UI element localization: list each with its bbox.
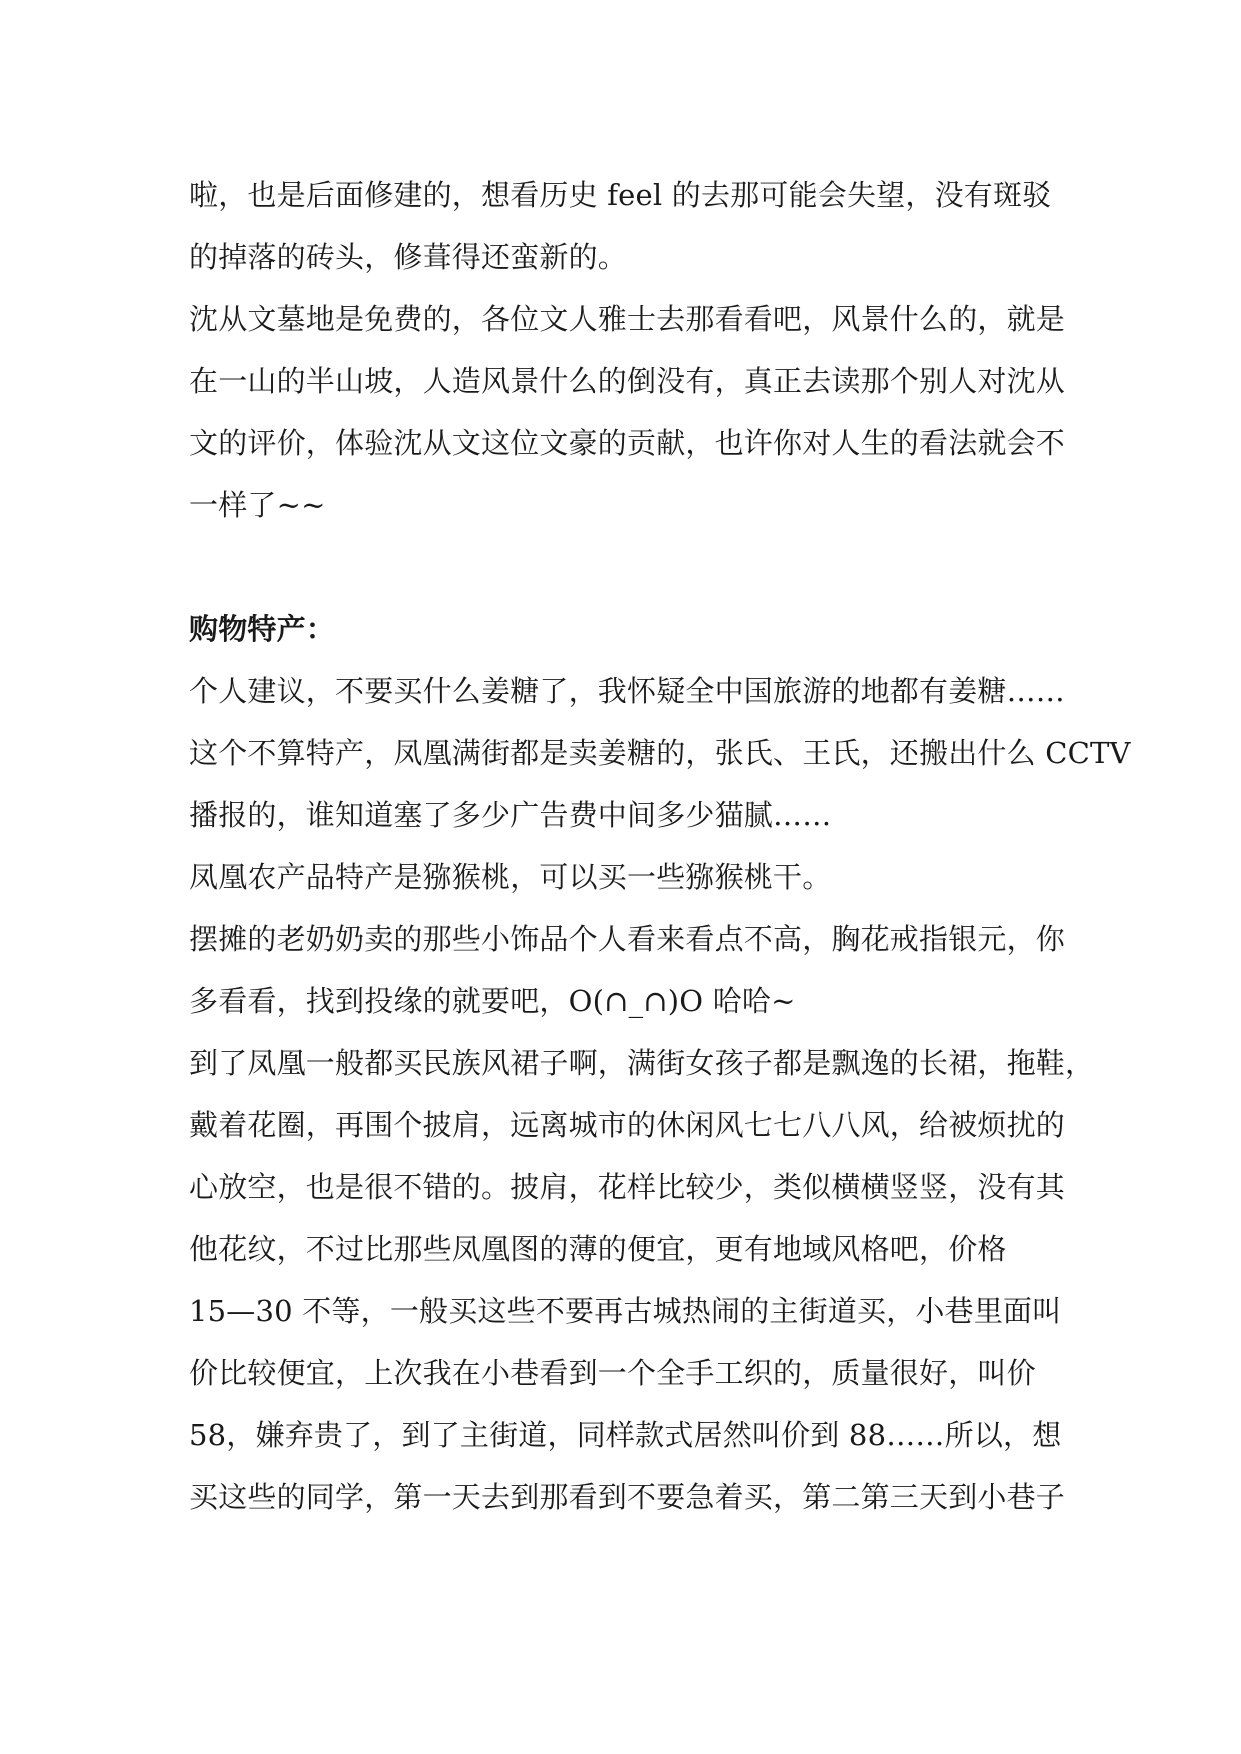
text-line: 文的评价，体验沈从文这位文豪的贡献，也许你对人生的看法就会不 — [189, 426, 1066, 460]
text-line: 58，嫌弃贵了，到了主街道，同样款式居然叫价到 88……所以，想 — [189, 1418, 1062, 1452]
text-line: 多看看，找到投缘的就要吧，O(∩_∩)O 哈哈~ — [189, 984, 796, 1018]
text-line: 他花纹，不过比那些凤凰图的薄的便宜，更有地域风格吧，价格 — [189, 1232, 1007, 1266]
text-line: 啦，也是后面修建的，想看历史 feel 的去那可能会失望，没有斑驳 — [189, 178, 1052, 212]
text-line: 在一山的半山坡，人造风景什么的倒没有，真正去读那个别人对沈从 — [189, 364, 1066, 398]
text-column — [189, 164, 1131, 1528]
text-line: 沈从文墓地是免费的，各位文人雅士去那看看吧，风景什么的，就是 — [189, 302, 1066, 336]
text-line: 摆摊的老奶奶卖的那些小饰品个人看来看点不高，胸花戒指银元，你 — [189, 922, 1066, 956]
text-line: 凤凰农产品特产是猕猴桃，可以买一些猕猴桃干。 — [189, 860, 832, 894]
text-line: 心放空，也是很不错的。披肩，花样比较少，类似横横竖竖，没有其 — [189, 1170, 1066, 1204]
text-line: 播报的，谁知道塞了多少广告费中间多少猫腻…… — [189, 798, 832, 832]
paragraph-spacer — [189, 536, 1059, 598]
text-line: 买这些的同学，第一天去到那看到不要急着买，第二第三天到小巷子 — [189, 1480, 1066, 1514]
text-line: 到了凤凰一般都买民族风裙子啊，满街女孩子都是飘逸的长裙，拖鞋， — [189, 1046, 1095, 1080]
text-line: 这个不算特产，凤凰满街都是卖姜糖的，张氏、王氏，还搬出什么 CCTV — [189, 736, 1131, 770]
text-line: 个人建议，不要买什么姜糖了，我怀疑全中国旅游的地都有姜糖…… — [189, 674, 1066, 708]
text-line: 一样了~~ — [189, 488, 326, 522]
text-line: 15—30 不等，一般买这些不要再古城热闹的主街道买，小巷里面叫 — [189, 1294, 1062, 1328]
text-line: 的掉落的砖头，修葺得还蛮新的。 — [189, 240, 628, 274]
text-line: 价比较便宜，上次我在小巷看到一个全手工织的，质量很好，叫价 — [189, 1356, 1036, 1390]
text-line: 戴着花圈，再围个披肩，远离城市的休闲风七七八八风，给被烦扰的 — [189, 1108, 1066, 1142]
section-heading: 购物特产： — [189, 612, 336, 646]
